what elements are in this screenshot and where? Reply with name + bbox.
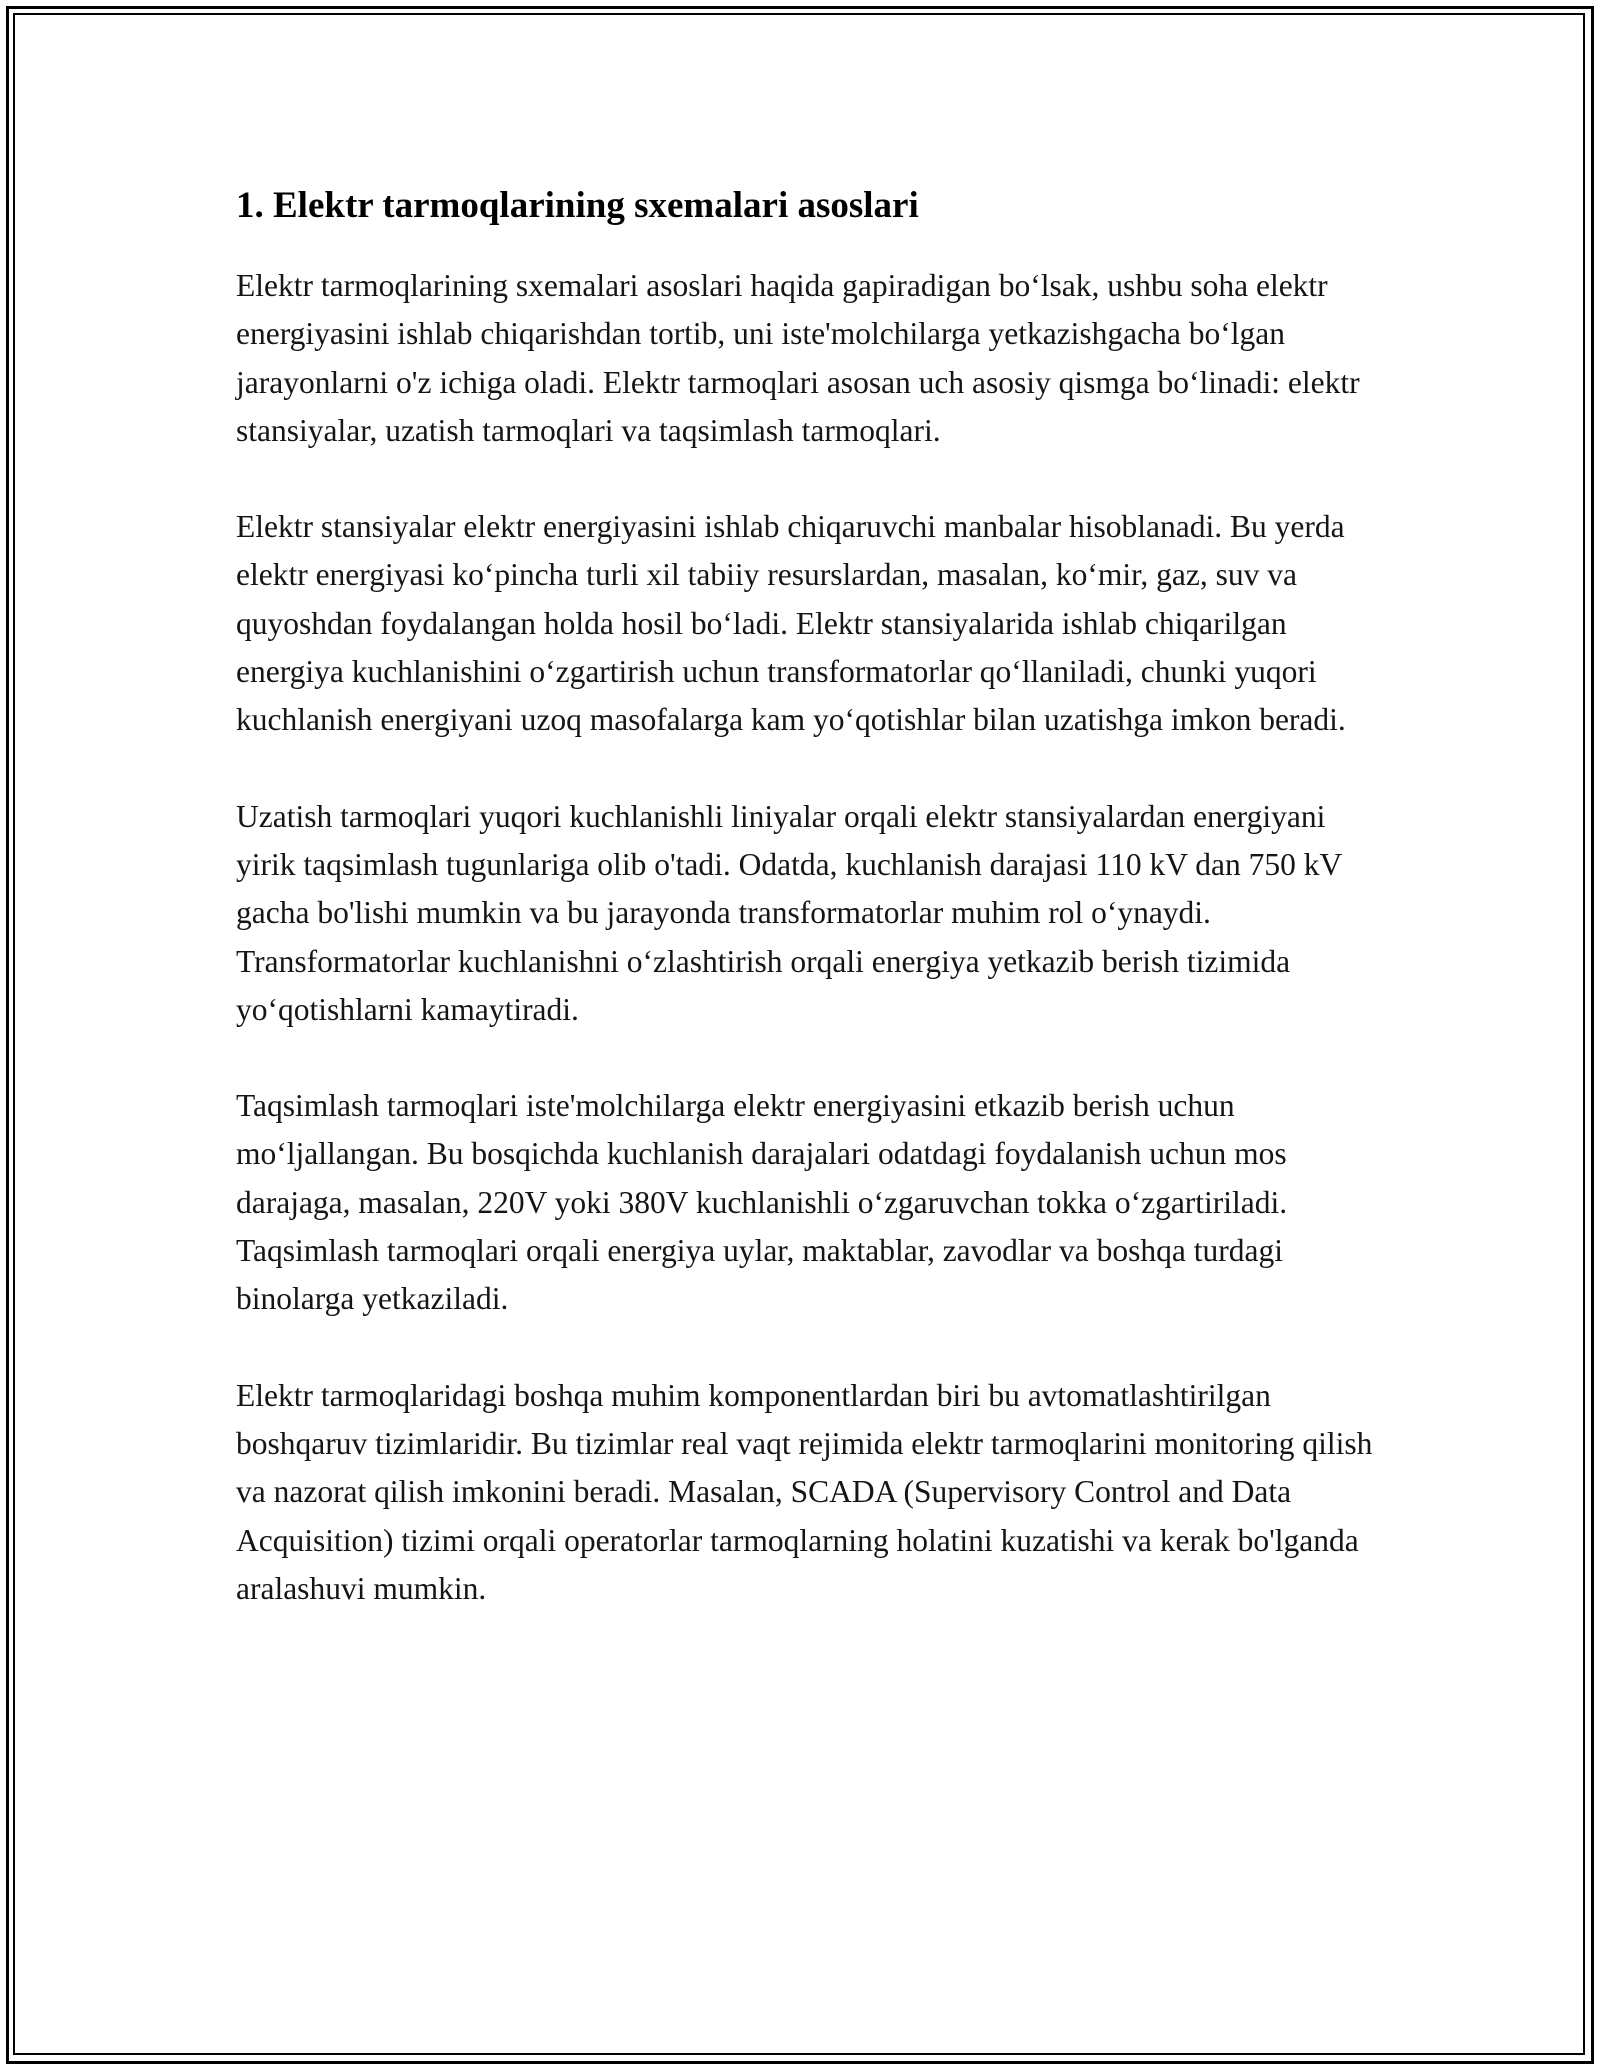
paragraph-transmission-networks: Uzatish tarmoqlari yuqori kuchlanishli liniyalar orqali elektr stansiyalardan energiyani yirik taqsimlash tugunlariga olib o'tadi. Odatda, kuchlanish darajasi 110 kV dan 750 kV gacha bo'lishi mumkin va bu jarayonda transformatorlar muhim rol o‘ynaydi. Transformatorlar kuchlanishni o‘zlashtirish orqali energiya yetkazib berish tizimida yo‘qotishlarni kamaytiradi.: [236, 798, 1342, 1027]
paragraph-control-systems: Elektr tarmoqlaridagi boshqa muhim komponentlardan biri bu avtomatlashtirilgan boshqaruv tizimlaridir. Bu tizimlar real vaqt rejimida elektr tarmoqlarini monitoring qilish va nazorat qilish imkonini beradi. Masalan, SCADA (Supervisory Control and Data Acquisition) tizimi orqali operatorlar tarmoqlarning holatini kuzatishi va kerak bo'lganda aralashuvi mumkin.: [236, 1377, 1373, 1606]
document-body: [236, 182, 1376, 1661]
paragraph-power-stations: Elektr stansiyalar elektr energiyasini ishlab chiqaruvchi manbalar hisoblanadi. Bu yerda elektr energiyasi ko‘pincha turli xil tabiiy resurslardan, masalan, ko‘mir, gaz, suv va quyoshdan foydalangan holda hosil bo‘ladi. Elektr stansiyalarida ishlab chiqarilgan energiya kuchlanishini o‘zgartirish uchun transformatorlar qo‘llaniladi, chunki yuqori kuchlanish energiyani uzoq masofalarga kam yo‘qotishlar bilan uzatishga imkon beradi.: [236, 509, 1346, 738]
paragraph-intro: Elektr tarmoqlarining sxemalari asoslari haqida gapiradigan bo‘lsak, ushbu soha elektr energiyasini ishlab chiqarishdan tortib, uni iste'molchilarga yetkazishgacha bo‘lgan jarayonlarni o'z ichiga oladi. Elektr tarmoqlari asosan uch asosiy qismga bo‘linadi: elektr stansiyalar, uzatish tarmoqlari va taqsimlash tarmoqlari.: [236, 268, 1360, 448]
paragraph-distribution-networks: Taqsimlash tarmoqlari iste'molchilarga elektr energiyasini etkazib berish uchun mo‘ljallangan. Bu bosqichda kuchlanish darajalari odatdagi foydalanish uchun mos darajaga, masalan, 220V yoki 380V kuchlanishli o‘zgaruvchan tokka o‘zgartiriladi. Taqsimlash tarmoqlari orqali energiya uylar, maktablar, zavodlar va boshqa turdagi binolarga yetkaziladi.: [236, 1088, 1288, 1317]
section-title: 1. Elektr tarmoqlarining sxemalari asoslari: [236, 185, 919, 226]
